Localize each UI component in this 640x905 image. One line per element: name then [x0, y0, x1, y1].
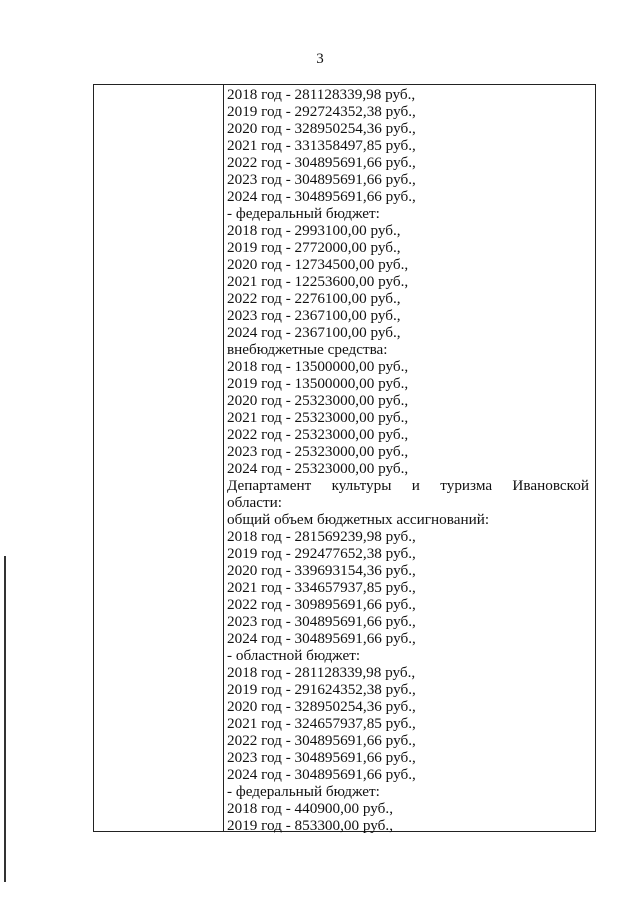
text-line: 2024 год - 25323000,00 руб.,: [227, 460, 409, 477]
text-line: 2019 год - 292477652,38 руб.,: [227, 545, 416, 562]
text-line: 2019 год - 292724352,38 руб.,: [227, 103, 416, 120]
text-line: 2020 год - 339693154,36 руб.,: [227, 562, 416, 579]
text-line: 2020 год - 12734500,00 руб.,: [227, 256, 409, 273]
text-line: 2024 год - 304895691,66 руб.,: [227, 630, 416, 647]
text-line: 2023 год - 2367100,00 руб.,: [227, 307, 401, 324]
section-heading: общий объем бюджетных ассигнований:: [227, 511, 490, 528]
text-line: 2022 год - 25323000,00 руб.,: [227, 426, 409, 443]
section-heading: - областной бюджет:: [227, 647, 361, 664]
financing-text-cell: [227, 86, 589, 834]
text-line: 2024 год - 304895691,66 руб.,: [227, 188, 416, 205]
text-line: 2021 год - 25323000,00 руб.,: [227, 409, 409, 426]
text-line: 2018 год - 13500000,00 руб.,: [227, 358, 409, 375]
department-heading-cont: области:: [227, 494, 282, 511]
scan-edge-mark: [4, 556, 6, 882]
text-line: 2024 год - 2367100,00 руб.,: [227, 324, 401, 341]
text-line: 2018 год - 440900,00 руб.,: [227, 800, 394, 817]
text-line: 2018 год - 281569239,98 руб.,: [227, 528, 416, 545]
text-line: 2021 год - 334657937,85 руб.,: [227, 579, 416, 596]
text-line: 2024 год - 304895691,66 руб.,: [227, 766, 416, 783]
text-line: 2023 год - 304895691,66 руб.,: [227, 171, 416, 188]
section-heading: внебюджетные средства:: [227, 341, 388, 358]
text-line: 2018 год - 2993100,00 руб.,: [227, 222, 401, 239]
text-line: 2019 год - 853300,00 руб.,: [227, 817, 394, 834]
text-line: 2020 год - 328950254,36 руб.,: [227, 120, 416, 137]
text-line: 2023 год - 304895691,66 руб.,: [227, 613, 416, 630]
department-heading: Департамент культуры и туризма Ивановской: [227, 477, 589, 494]
text-line: 2022 год - 2276100,00 руб.,: [227, 290, 401, 307]
text-line: 2023 год - 304895691,66 руб.,: [227, 749, 416, 766]
column-divider: [223, 85, 224, 831]
text-line: 2022 год - 304895691,66 руб.,: [227, 732, 416, 749]
section-heading: - федеральный бюджет:: [227, 783, 380, 800]
text-line: 2019 год - 291624352,38 руб.,: [227, 681, 416, 698]
text-line: 2021 год - 12253600,00 руб.,: [227, 273, 409, 290]
text-line: 2018 год - 281128339,98 руб.,: [227, 664, 416, 681]
text-line: 2019 год - 13500000,00 руб.,: [227, 375, 409, 392]
text-line: 2022 год - 304895691,66 руб.,: [227, 154, 416, 171]
text-line: 2022 год - 309895691,66 руб.,: [227, 596, 416, 613]
text-line: 2019 год - 2772000,00 руб.,: [227, 239, 401, 256]
section-heading: - федеральный бюджет:: [227, 205, 380, 222]
text-line: 2018 год - 281128339,98 руб.,: [227, 86, 416, 103]
page-number: 3: [316, 51, 324, 67]
text-line: 2020 год - 328950254,36 руб.,: [227, 698, 416, 715]
text-line: 2020 год - 25323000,00 руб.,: [227, 392, 409, 409]
financing-table: [93, 84, 596, 832]
text-line: 2023 год - 25323000,00 руб.,: [227, 443, 409, 460]
text-line: 2021 год - 324657937,85 руб.,: [227, 715, 416, 732]
text-line: 2021 год - 331358497,85 руб.,: [227, 137, 416, 154]
